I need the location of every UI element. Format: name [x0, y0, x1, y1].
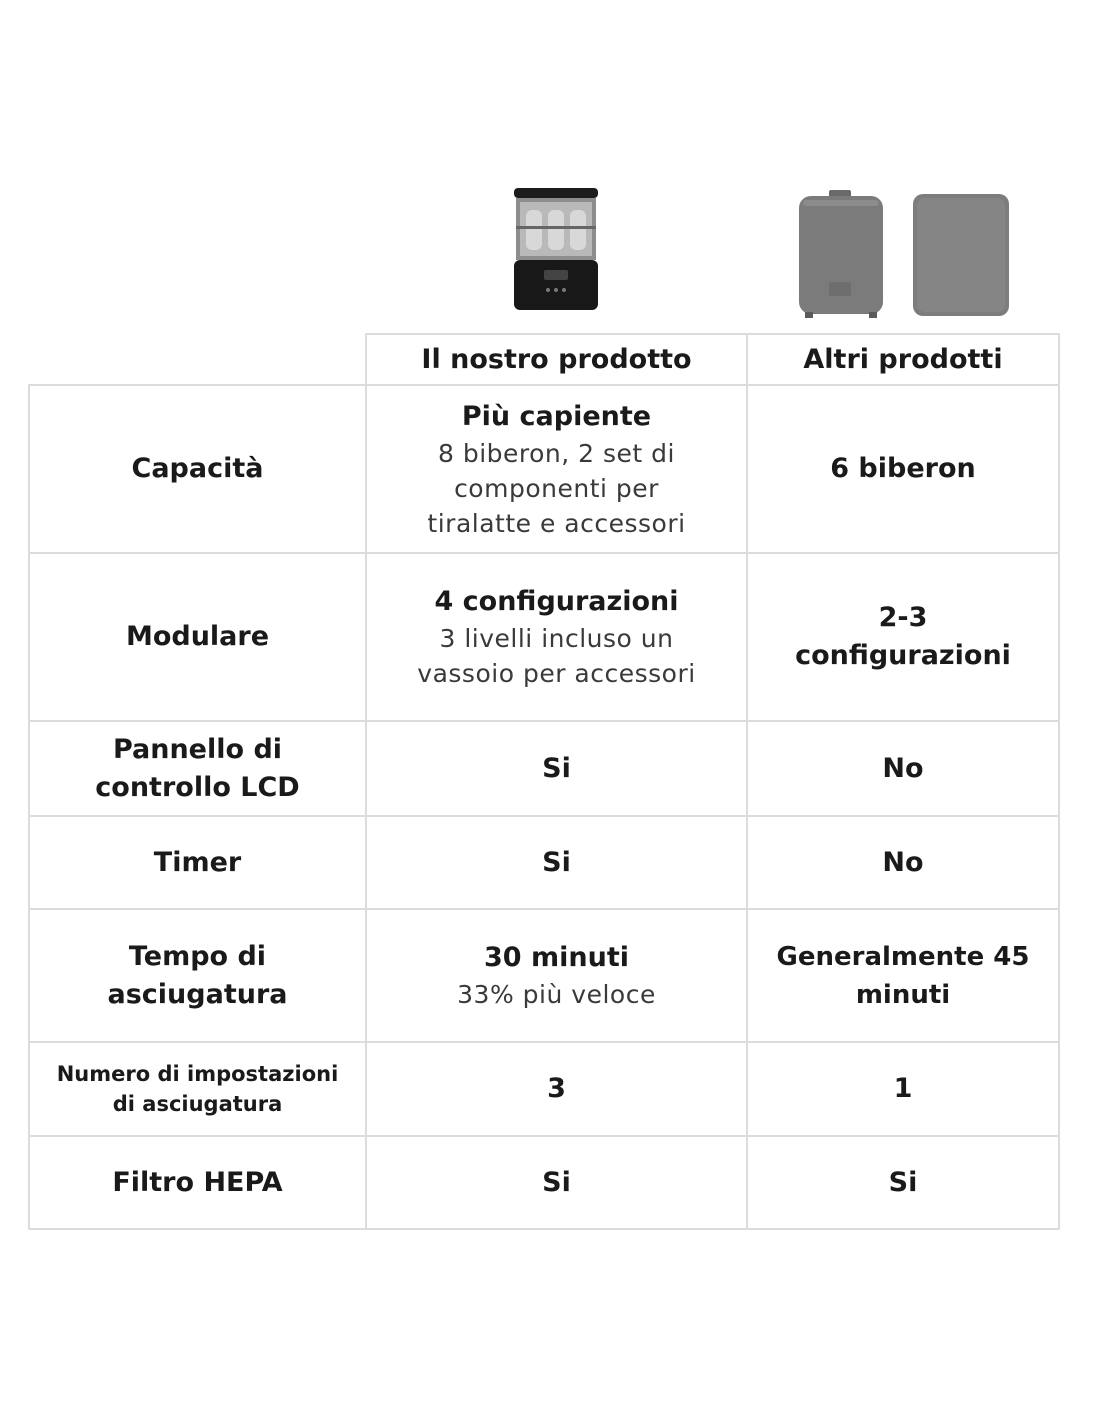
row-label-text: Tempo di asciugatura [107, 940, 288, 1010]
our-main-text: Si [542, 752, 571, 784]
row-label-pannello-lcd [28, 720, 367, 817]
our-cell-modulare [365, 552, 748, 722]
header-our-label: Il nostro prodotto [421, 344, 692, 375]
other-text: 2-3 configurazioni [795, 602, 1011, 671]
header-other-products [746, 333, 1060, 386]
row-label-tempo-asciugatura [28, 908, 367, 1043]
other-text: No [882, 846, 924, 878]
our-main-text: Si [542, 846, 571, 878]
our-cell-timer [365, 815, 748, 910]
row-label-text: Filtro HEPA [112, 1166, 283, 1198]
our-product-image [508, 186, 604, 314]
our-main-text: 4 configurazioni [434, 586, 679, 617]
other-text: Si [888, 1166, 918, 1198]
our-sub-text: 3 livelli incluso un vassoio per accessori [417, 624, 696, 688]
row-label-numero-impostazioni [28, 1041, 367, 1137]
our-main-text: Si [542, 1166, 571, 1198]
row-label-modulare [28, 552, 367, 722]
row-label-text: Numero di impostazioni di asciugatura [56, 1062, 339, 1116]
row-label-text: Timer [153, 846, 242, 878]
row-label-filtro-hepa [28, 1135, 367, 1230]
other-text: 1 [893, 1073, 913, 1104]
other-products-image [795, 190, 1015, 320]
row-label-timer [28, 815, 367, 910]
row-label-text: Capacità [131, 453, 264, 484]
other-text: 6 biberon [830, 453, 976, 484]
other-cell-capacita [746, 384, 1060, 554]
other-cell-pannello-lcd [746, 720, 1060, 817]
our-cell-tempo-asciugatura [365, 908, 748, 1043]
comparison-table [28, 333, 1060, 1230]
other-cell-timer [746, 815, 1060, 910]
other-cell-modulare [746, 552, 1060, 722]
our-main-text: Più capiente [461, 400, 652, 432]
other-text: No [882, 752, 924, 784]
our-cell-pannello-lcd [365, 720, 748, 817]
our-main-text: 3 [547, 1073, 566, 1104]
our-main-text: 30 minuti [484, 942, 629, 973]
our-cell-numero-impostazioni [365, 1041, 748, 1137]
our-sub-text: 8 biberon, 2 set di componenti per tiralatte e accessori [427, 438, 686, 538]
other-cell-numero-impostazioni [746, 1041, 1060, 1137]
other-cell-tempo-asciugatura [746, 908, 1060, 1043]
our-cell-filtro-hepa [365, 1135, 748, 1230]
header-other-label: Altri prodotti [803, 344, 1003, 375]
our-sub-text: 33% più veloce [457, 980, 656, 1009]
row-label-text: Modulare [125, 621, 270, 652]
row-label-capacita [28, 384, 367, 554]
other-text: Generalmente 45 minuti [776, 941, 1030, 1010]
other-cell-filtro-hepa [746, 1135, 1060, 1230]
row-label-text: Pannello di controllo LCD [95, 733, 300, 803]
our-cell-capacita [365, 384, 748, 554]
header-our-product [365, 333, 748, 386]
